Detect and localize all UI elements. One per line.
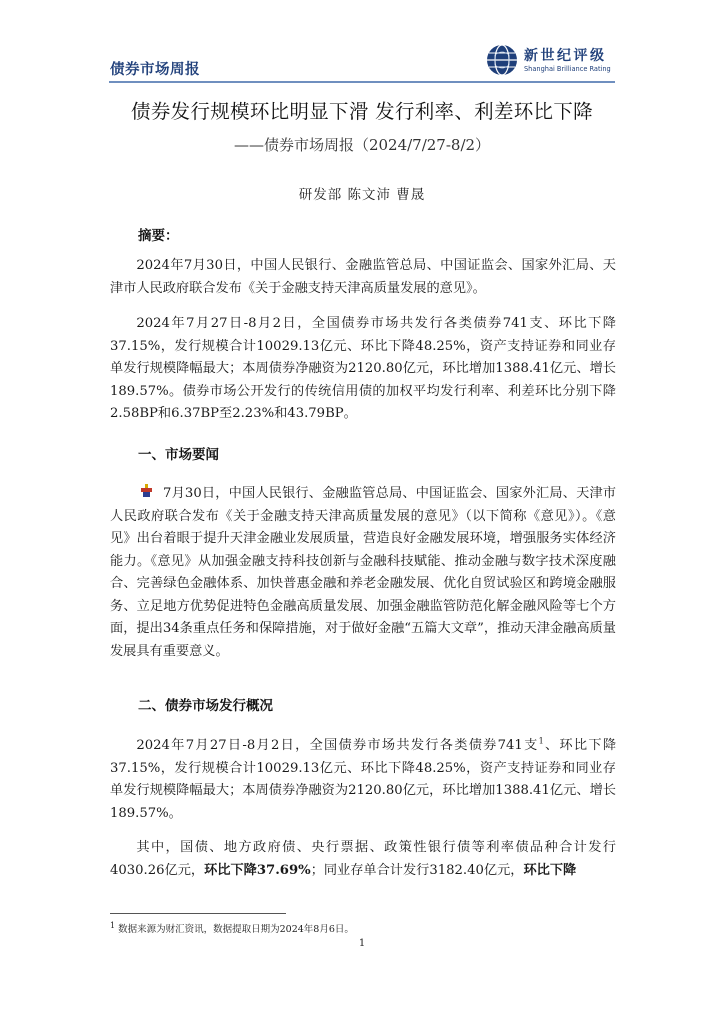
issuance-text-1a: 2024年7月27日-8月2日，全国债券市场共发行各类债券741支 — [136, 738, 539, 753]
footnote-marker: 1 — [110, 920, 116, 930]
bullet-flag-icon — [140, 484, 153, 499]
brand-logo — [486, 44, 618, 78]
globe-logo-icon — [486, 44, 518, 76]
market-news-paragraph — [110, 483, 616, 663]
market-news-text: 7月30日，中国人民银行、金融监管总局、中国证监会、国家外汇局、天津市人民政府联合发布《关于金融支持天津高质量发展的意见》（以下简称《意见》）。《意见》出台着眼于提升天津金融业发展质量，营造良好金融发展环境，增强服务实体经济能力。《意见》从加强金融支持科技创新与金融科技赋能、推动金融与数字技术深度融合、完善绿色金融体系、加快普惠金融和养老金融发展、优化自贸试验区和跨境金融服务、立足地方优势促进特色金融高质量发展、加强金融监管防范化解金融风险等七个方面，提出34条重点任务和保障措施，对于做好金融“五篇大文章”，推动天津金融高质量发展具有重要意义。 — [110, 486, 616, 659]
issuance-text-1b: 、环比下降37.15%，发行规模合计10029.13亿元、环比下降48.25%，资产支持证券和同业存单发行规模降幅最大；本周债券净融资为2120.80亿元，环比增加1388.41亿元、增长189.57%。 — [110, 738, 617, 821]
report-subtitle: ——债券市场周报（2024/7/27-8/2） — [233, 136, 491, 154]
header-title: 债券市场周报 — [110, 62, 200, 78]
abstract-paragraph-2: 2024年7月27日-8月2日，全国债券市场共发行各类债券741支、环比下降37.15%，发行规模合计10029.13亿元、环比下降48.25%，资产支持证券和同业存单发行规模降幅最大；本周债券净融资为2120.80亿元，环比增加1388.41亿元、增长189.57%。债券市场公开发行的传统信用债的加权平均发行利率、利差环比分别下降2.58BP和6.37BP至2.23%和43.79BP。 — [110, 316, 616, 421]
issuance-paragraph-1 — [110, 735, 616, 825]
issuance-text-2a: 其中，国债、地方政府债、央行票据、政策性银行债等利率债品种合计发行4030.26亿元， — [110, 840, 616, 878]
logo-chinese-name: 新世纪评级 — [524, 48, 607, 64]
issuance-text-2c: ；同业存单合计发行3182.40亿元， — [310, 862, 524, 878]
issuance-bold-2b: 环比下降37.69% — [204, 862, 311, 878]
report-authors: 研发部 陈文沛 曹晟 — [298, 187, 426, 203]
abstract-paragraph-1: 2024年7月30日，中国人民银行、金融监管总局、中国证监会、国家外汇局、天津市人民政府联合发布《关于金融支持天津高质量发展的意见》。 — [110, 258, 616, 296]
footnote-rule — [110, 913, 286, 914]
header-rule — [109, 81, 615, 83]
section-1-heading: 一、市场要闻 — [138, 447, 219, 463]
page-number: 1 — [358, 938, 366, 949]
footnote — [110, 921, 354, 935]
issuance-paragraph-2 — [110, 837, 616, 882]
footnote-ref: 1 — [538, 736, 544, 746]
section-2-heading: 二、债券市场发行概况 — [138, 698, 273, 714]
abstract-heading: 摘要： — [138, 228, 179, 244]
report-title: 债券发行规模环比明显下滑 发行利率、利差环比下降 — [131, 100, 593, 123]
footnote-text: 数据来源为财汇资讯，数据提取日期为2024年8月6日。 — [118, 924, 354, 935]
logo-english-name: Shanghai Brilliance Rating — [524, 65, 611, 73]
issuance-bold-2d: 环比下降 — [523, 862, 577, 878]
